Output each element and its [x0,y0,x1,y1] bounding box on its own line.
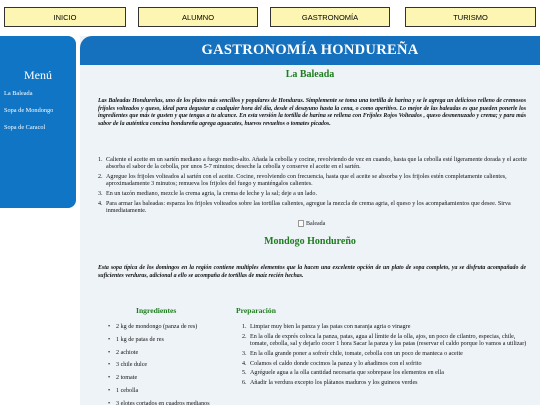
sidebar-title: Menú [24,68,52,82]
sidebar-item-sopa-caracol[interactable]: Sopa de Caracol [4,124,46,131]
nav-gastronomia-button[interactable]: GASTRONOMÍA [270,7,390,27]
sidebar-item-sopa-mondongo[interactable]: Sopa de Mondongo [4,107,54,114]
list-item: • 3 elotes cortados en cuadros medianos [116,401,246,408]
list-item: 1. Limpiar muy bien la panza y las patas con naranja agria o vinagre [242,324,411,330]
list-item: 2. Agregue los frijoles volteados al sartén con el aceite. Cocine, revolviendo con frecuencia, hasta que el aceite se absorba y los frijoles estén completamente calientes, aproximadamente 3 minutos; remueva los frijoles del fuego y manténgalos calientes. [98,174,507,188]
list-item: • 3 chile dulce [116,362,246,369]
list-item: 2. En la olla de exprés coloca la panza, patas, agua al límite de la olla, ajos, un poco de cilantro, especias, chile, tomate, cebolla, sal y dejarlo cocer 1 hora Sacar la panza y las patas (reservar el caldo porque lo vamos a utilizar) [242,333,527,347]
main-content [80,36,540,405]
ingredients-heading: Ingredientes [136,306,177,315]
preparation-list [242,324,532,390]
list-item: • 2 achiote [116,350,246,357]
baleada-image: Baleada [298,220,325,227]
list-item: 3. En un tazón mediano, mezcle la crema agria, la crema de leche y la sal; deje a un lado. [98,191,317,197]
nav-turismo-button[interactable]: TURISMO [405,7,536,27]
list-item: 4. Colamos el caldo donde cocimos la panza y lo añadimos con el sofrito [242,360,422,367]
nav-inicio-button[interactable]: INICIO [4,7,126,27]
list-item: 4. Para armar las baleadas: esparza los frijoles volteados sobre las tortillas calientes, agregue la mezcla de crema agria, el queso y los acompañamientos que desee. Sirva inmediatamente. [98,200,511,214]
list-item: • 2 tomate [116,375,246,382]
nav-alumno-button[interactable]: ALUMNO [138,7,258,27]
baleada-heading: La Baleada [285,69,335,80]
preparation-heading: Preparación [236,306,276,315]
ingredients-list [116,324,246,414]
list-item: • 2 kg de mondongo (panza de res) [116,324,246,331]
list-item: 6. Añadir la verdura excepto los plátanos maduros y los guineos verdes [242,380,418,387]
broken-image-icon [298,220,304,227]
baleada-steps-list [98,157,532,218]
mondongo-heading: Mondogo Hondureño [264,236,356,247]
baleada-intro: Las Baleadas Hondureñas, uno de los platos más sencillos y populares de Honduras. Simplemente se toma una tortilla de harina y se le agrega un delicioso relleno de cremosos frijoles volteados y queso, ideal para degustar a cualquier hora del día, desde el desayuno hasta la cena, o como aperitivo. Lo mejor de las baleadas es que pueden ponerle los ingredientes que más te gusten y que tengas a tu alcance. En esta versión la tortilla de harina se rellena con Frijoles Rojos Volteados , queso desmenuzado y crema; y para más sabor de la auténtica concina hondureña agrega aguacates, huevos revueltos o tomates picados. [98,98,526,127]
list-item: • 1 cebolla [116,388,246,395]
sidebar-item-baleada[interactable]: La Baleada [4,90,33,97]
mondongo-intro: Esta sopa típica de los domingos en la región contiene multiples elementos que la hacen una excelente opción de un plato de sopa completo, ya se disfruta acompañado de suficientes verduras, adicional a ello se acompaña de tortillas de maíz recién hechas. [98,265,526,279]
list-item: 3. En la olla grande poner a sofreír chile, tomate, cebolla con un poco de manteca o aceite [242,350,463,357]
list-item: • 1 kg de patas de res [116,337,246,344]
list-item: 5. Agréguele agua a la olla cantidad necesaria que sobrepase los elementos en ella [242,370,444,377]
top-navigation [0,0,540,34]
list-item: 1. Caliente el aceite en un sartén mediano a fuego medio-alto. Añada la cebolla y cocine, revolviendo de vez en cuando, hasta que la cebolla esté ligeramente dorada y el aceite absorba el sabor de la cebolla, por unos 5-7 minutos; deseche la cebolla y conserve el aceite en el sartén. [98,157,527,171]
page-title: GASTRONOMÍA HONDUREÑA [80,36,540,65]
sidebar-menu [0,36,76,208]
